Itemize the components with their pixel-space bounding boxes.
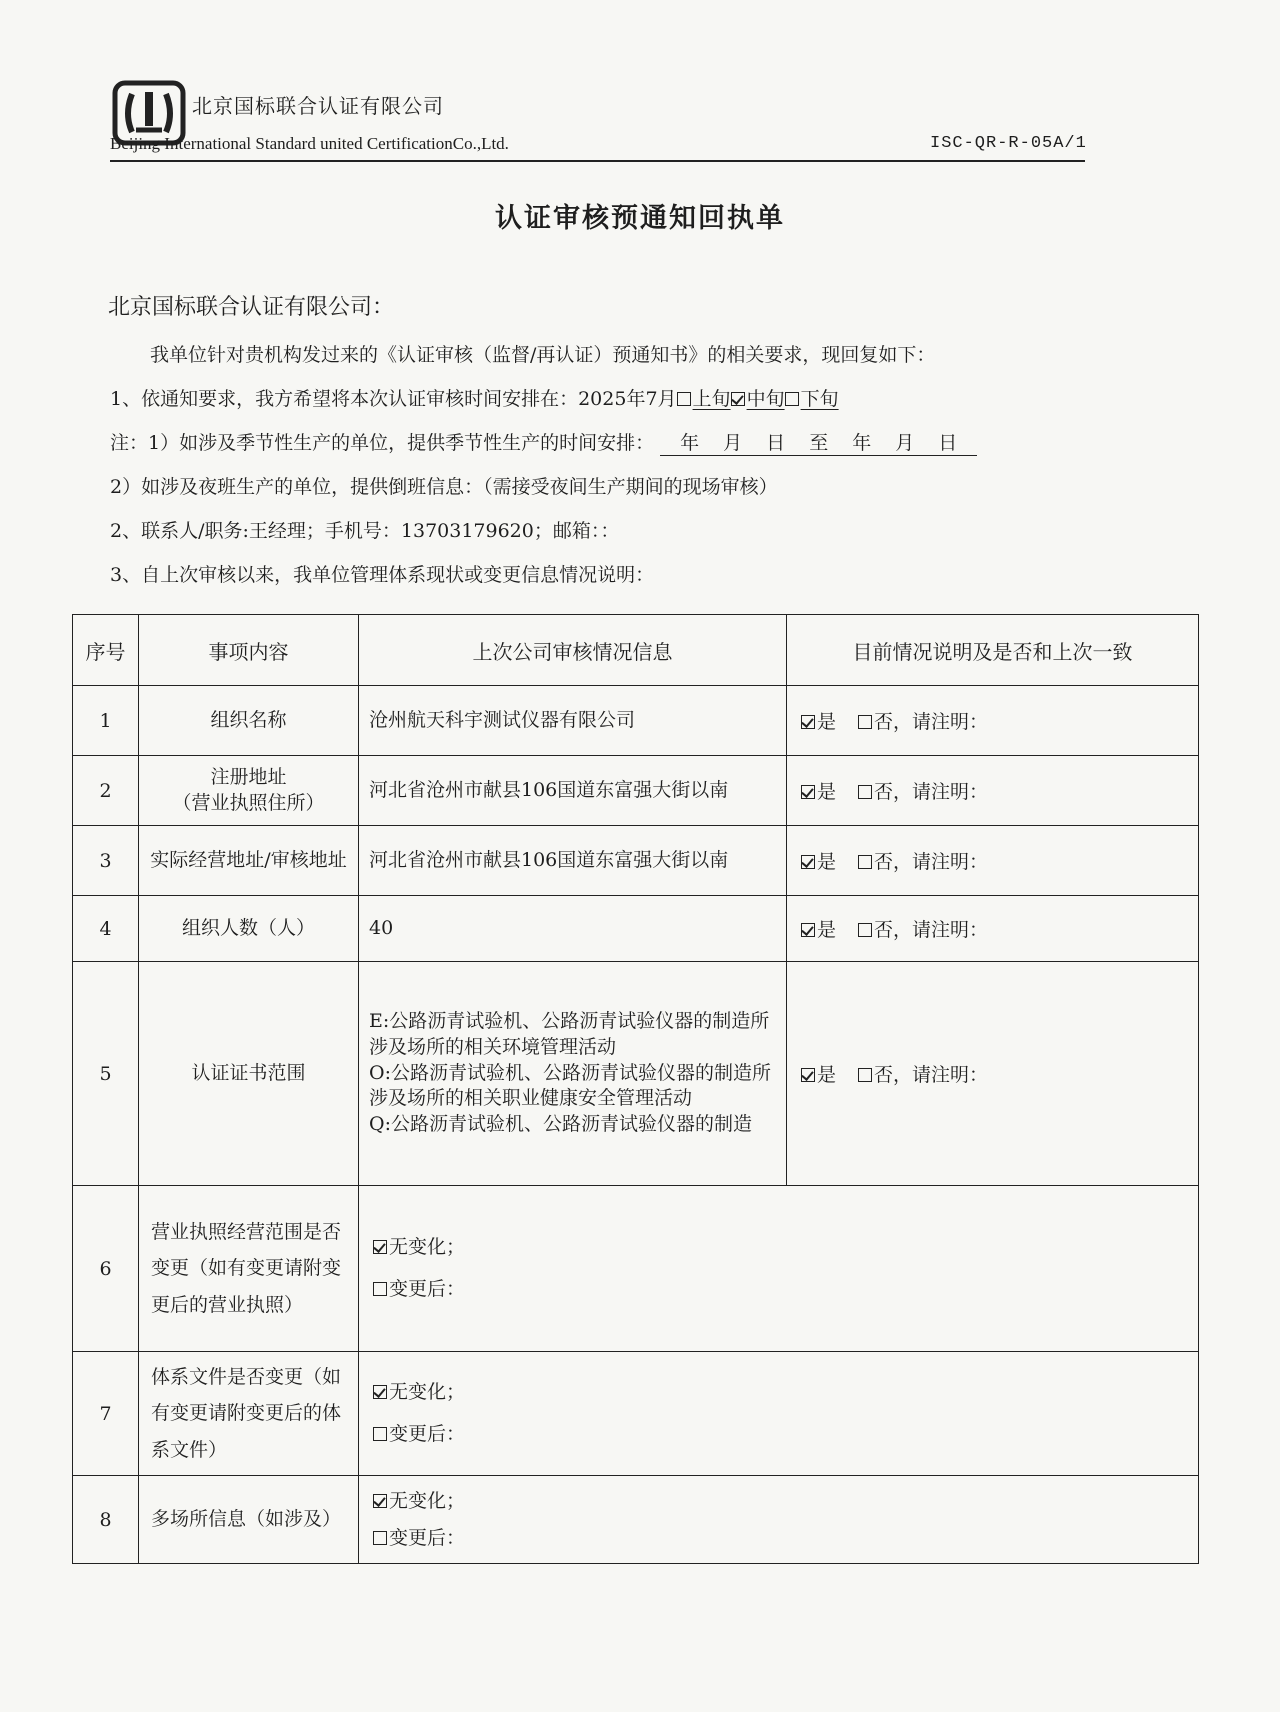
table-row: [73, 1186, 1199, 1352]
row-no: 8: [73, 1476, 139, 1564]
nochange-checkbox[interactable]: [373, 1494, 387, 1508]
row-status: [787, 756, 1199, 826]
row-prev: 沧州航天科宇测试仪器有限公司: [359, 686, 787, 756]
seasonal-note-text: 注：1）如涉及季节性生产的单位，提供季节性生产的时间安排：: [110, 432, 655, 454]
yes-checkbox[interactable]: [801, 715, 815, 729]
checkbox-early[interactable]: [677, 392, 691, 406]
yes-option[interactable]: 是: [801, 847, 836, 874]
row-no: 5: [73, 962, 139, 1186]
scope-q: Q:公路沥青试验机、公路沥青试验仪器的制造: [369, 1112, 752, 1135]
header-item: 事项内容: [139, 615, 359, 686]
form-code: ISC-QR-R-05A/1: [930, 134, 1087, 153]
header-now: 目前情况说明及是否和上次一致: [787, 615, 1199, 686]
table-row: [73, 962, 1199, 1186]
row-item: 体系文件是否变更（如有变更请附变更后的体系文件）: [139, 1352, 359, 1476]
yes-checkbox[interactable]: [801, 923, 815, 937]
certificate-scope: [359, 962, 787, 1186]
change-description-heading: 3、自上次审核以来，我单位管理体系现状或变更信息情况说明：: [110, 564, 655, 586]
row-item: 认证证书范围: [139, 962, 359, 1186]
no-checkbox[interactable]: [858, 785, 872, 799]
changed-option[interactable]: 变更后：: [373, 1414, 1190, 1456]
option-mid[interactable]: 中旬: [731, 388, 785, 410]
no-option[interactable]: 否，请注明：: [858, 707, 988, 734]
changed-option[interactable]: 变更后：: [373, 1269, 1190, 1311]
table-header-row: [73, 615, 1199, 686]
row-prev: 40: [359, 896, 787, 962]
row-no: 4: [73, 896, 139, 962]
yes-option[interactable]: 是: [801, 915, 836, 942]
row-change-status: [359, 1186, 1199, 1352]
scope-e: E:公路沥青试验机、公路沥青试验仪器的制造所涉及场所的相关环境管理活动: [369, 1010, 770, 1059]
row-status: [787, 826, 1199, 896]
row-no: 1: [73, 686, 139, 756]
no-checkbox[interactable]: [858, 855, 872, 869]
seasonal-date-range[interactable]: 年 月 日 至 年 月 日: [660, 428, 977, 456]
contact-line: 2、联系人/职务:王经理；手机号：13703179620；邮箱：：: [110, 520, 620, 542]
changed-checkbox[interactable]: [373, 1282, 387, 1296]
no-option[interactable]: 否，请注明：: [858, 847, 988, 874]
header-no: 序号: [73, 615, 139, 686]
nochange-checkbox[interactable]: [373, 1385, 387, 1399]
table-row: [73, 686, 1199, 756]
audit-time-prefix: 1、依通知要求，我方希望将本次认证审核时间安排在：2025年7月: [110, 388, 677, 410]
intro-text: 我单位针对贵机构发过来的《认证审核（监督/再认证）预通知书》的相关要求，现回复如下：: [150, 344, 936, 366]
checkbox-mid[interactable]: [731, 392, 745, 406]
changed-checkbox[interactable]: [373, 1531, 387, 1545]
changed-checkbox[interactable]: [373, 1427, 387, 1441]
row-item: 多场所信息（如涉及）: [139, 1476, 359, 1564]
company-name-en: Beijing International Standard united CertificationCo.,Ltd.: [110, 134, 509, 153]
audit-time-options: [677, 388, 839, 410]
row-item: 注册地址 （营业执照住所）: [139, 756, 359, 826]
no-option[interactable]: 否，请注明：: [858, 777, 988, 804]
row-no: 7: [73, 1352, 139, 1476]
no-checkbox[interactable]: [858, 715, 872, 729]
checkbox-late[interactable]: [785, 392, 799, 406]
row-change-status: [359, 1476, 1199, 1564]
nochange-checkbox[interactable]: [373, 1240, 387, 1254]
audit-time-line: [110, 384, 839, 411]
row-change-status: [359, 1352, 1199, 1476]
row-status: [787, 896, 1199, 962]
yes-option[interactable]: 是: [801, 707, 836, 734]
row-status: [787, 962, 1199, 1186]
changed-option[interactable]: 变更后：: [373, 1520, 1190, 1556]
no-checkbox[interactable]: [858, 923, 872, 937]
nochange-option[interactable]: 无变化；: [373, 1372, 1190, 1414]
option-late[interactable]: 下旬: [785, 388, 839, 410]
header-prev: 上次公司审核情况信息: [359, 615, 787, 686]
nochange-option[interactable]: 无变化；: [373, 1227, 1190, 1269]
addressee: 北京国标联合认证有限公司：: [108, 295, 395, 320]
yes-checkbox[interactable]: [801, 1068, 815, 1082]
yes-checkbox[interactable]: [801, 855, 815, 869]
table-row: [73, 756, 1199, 826]
company-name-cn: 北京国标联合认证有限公司: [192, 94, 444, 118]
row-status: [787, 686, 1199, 756]
document-title: 认证审核预通知回执单: [495, 203, 785, 234]
row-item: 组织名称: [139, 686, 359, 756]
no-checkbox[interactable]: [858, 1068, 872, 1082]
night-shift-note: 2）如涉及夜班生产的单位，提供倒班信息：（需接受夜间生产期间的现场审核）: [110, 476, 778, 498]
option-early[interactable]: 上旬: [677, 388, 731, 410]
no-option[interactable]: 否，请注明：: [858, 1060, 988, 1087]
row-no: 2: [73, 756, 139, 826]
row-item: 营业执照经营范围是否变更（如有变更请附变更后的营业执照）: [139, 1186, 359, 1352]
row-no: 3: [73, 826, 139, 896]
row-prev: 河北省沧州市献县106国道东富强大街以南: [359, 756, 787, 826]
seasonal-note: [110, 428, 977, 456]
table-row: [73, 826, 1199, 896]
row-item: 组织人数（人）: [139, 896, 359, 962]
scope-o: O:公路沥青试验机、公路沥青试验仪器的制造所涉及场所的相关职业健康安全管理活动: [369, 1061, 771, 1110]
yes-option[interactable]: 是: [801, 1060, 836, 1087]
header-divider: [110, 160, 1085, 162]
table-row: [73, 896, 1199, 962]
row-item: 实际经营地址/审核地址: [139, 826, 359, 896]
change-info-table: [72, 614, 1199, 1564]
yes-option[interactable]: 是: [801, 777, 836, 804]
row-no: 6: [73, 1186, 139, 1352]
table-row: [73, 1476, 1199, 1564]
table-row: [73, 1352, 1199, 1476]
nochange-option[interactable]: 无变化；: [373, 1483, 1190, 1519]
no-option[interactable]: 否，请注明：: [858, 915, 988, 942]
row-prev: 河北省沧州市献县106国道东富强大街以南: [359, 826, 787, 896]
yes-checkbox[interactable]: [801, 785, 815, 799]
